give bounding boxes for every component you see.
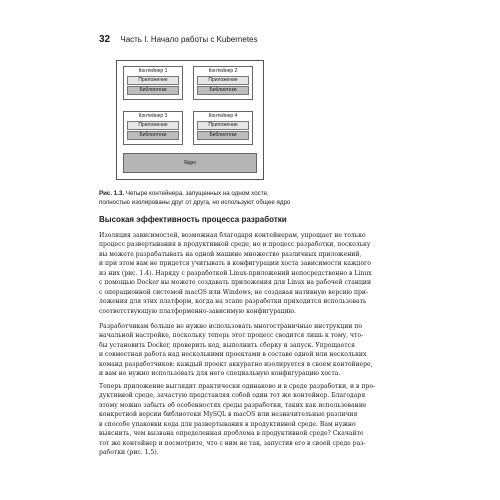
caption-label: Рис. 1.3. (99, 190, 125, 197)
text-line: Разработчикам больше не нужно использовать многостраничные инструкции по (99, 323, 363, 330)
text-line: бы установить Docker, проверить код, выполнить сборку и запуск. Упрощается (99, 341, 355, 349)
text-line: в способе упаковки кода для развертывания в продуктивной среде. Вам нужно (99, 420, 356, 428)
libraries-layer: Библиотеки (197, 86, 249, 95)
page-number: 32 (99, 34, 111, 45)
paragraph-2 (99, 322, 402, 379)
container-title: Контейнер 2 (208, 68, 238, 74)
text-line: и при этом вам не придется учитывать в конфигурации хоста зависимости каждого (99, 260, 371, 268)
text-line: конкретной версии библиотеки MySQL в macOS или незначительные различия (99, 411, 358, 419)
text-line: дуктивной среде, зачастую представляя собой один тот же контейнер. Благодаря (99, 392, 366, 400)
app-layer: Приложение (127, 76, 179, 85)
text-line: Теперь приложение выглядит практически одинаково и в среде разработки, и в про- (99, 383, 376, 390)
text-line: команд разработчиков: каждый проект аккуратно изолируется в своем контейнере, (99, 360, 373, 368)
text-line: процесс развертывания в продуктивной среде, но и процесс разработки, поскольку (99, 241, 371, 249)
app-layer: Приложение (127, 121, 179, 130)
text-line: вы можете разрабатывать на одной машине множество различных приложений, (99, 250, 362, 258)
container-title: Контейнер 1 (138, 68, 168, 74)
container-3-box (123, 111, 183, 145)
text-line: тот же контейнер и посмотрите, что с ним не так, запустив его в своей среде раз- (99, 439, 366, 447)
figure-caption (99, 189, 399, 207)
text-line: с операционной системой macOS или Windows, не создавая нативную версию при- (99, 288, 369, 296)
app-layer: Приложение (197, 76, 249, 85)
libraries-layer: Библиотеки (127, 86, 179, 95)
text-line: с помощью Docker вы можете создавать приложения для Linux на рабочей станции (99, 279, 372, 287)
kernel-block: Ядро (123, 153, 257, 173)
text-line: выяснить, чем вызвана определенная проблема в продуктивной среде? Скачайте (99, 430, 364, 438)
container-title: Контейнер 4 (208, 113, 238, 119)
container-title: Контейнер 3 (138, 113, 168, 119)
page-header (99, 34, 258, 45)
container-2-box (193, 66, 253, 100)
caption-line-1: Четыре контейнера, запущенных на одном хосте, (124, 190, 269, 197)
text-line: этому можно забыть об особенностях среды разработки, таких как использование (99, 401, 367, 409)
text-line: ложения для этих платформ, когда на этапе разработки приходится использовать (99, 298, 367, 306)
libraries-layer: Библиотеки (197, 131, 249, 140)
text-line: Изоляция зависимостей, возможная благодаря контейнерам, упрощает не только (99, 232, 366, 239)
text-line: начальной настройке, поскольку теперь этот процесс сводится лишь к тому, что- (99, 332, 364, 340)
container-4-box (193, 111, 253, 145)
text-line: из них (рис. 1.4). Наряду с разработкой Linux-приложений непосредственно в Linux (99, 269, 372, 277)
text-line: и вам не нужно использовать для него специальную конфигурацию хоста. (99, 370, 341, 378)
caption-line-2: полностью изолированы друг от друга, но используют общее ядро (99, 199, 291, 206)
text-line: работки (рис. 1.5). (99, 449, 159, 457)
containers-diagram (116, 60, 264, 180)
app-layer: Приложение (197, 121, 249, 130)
paragraph-3 (99, 382, 402, 458)
text-line: и совместная работа над несколькими проектами в составе одной или нескольких (99, 351, 367, 359)
section-heading: Высокая эффективность процесса разработки (99, 215, 287, 224)
text-line: соответствующую платформенно-зависимую конфигурацию. (99, 307, 296, 315)
running-header-title: Часть I. Начало работы с Kubernetes (120, 35, 258, 44)
paragraph-1 (99, 231, 402, 316)
container-1-box (123, 66, 183, 100)
libraries-layer: Библиотеки (127, 131, 179, 140)
